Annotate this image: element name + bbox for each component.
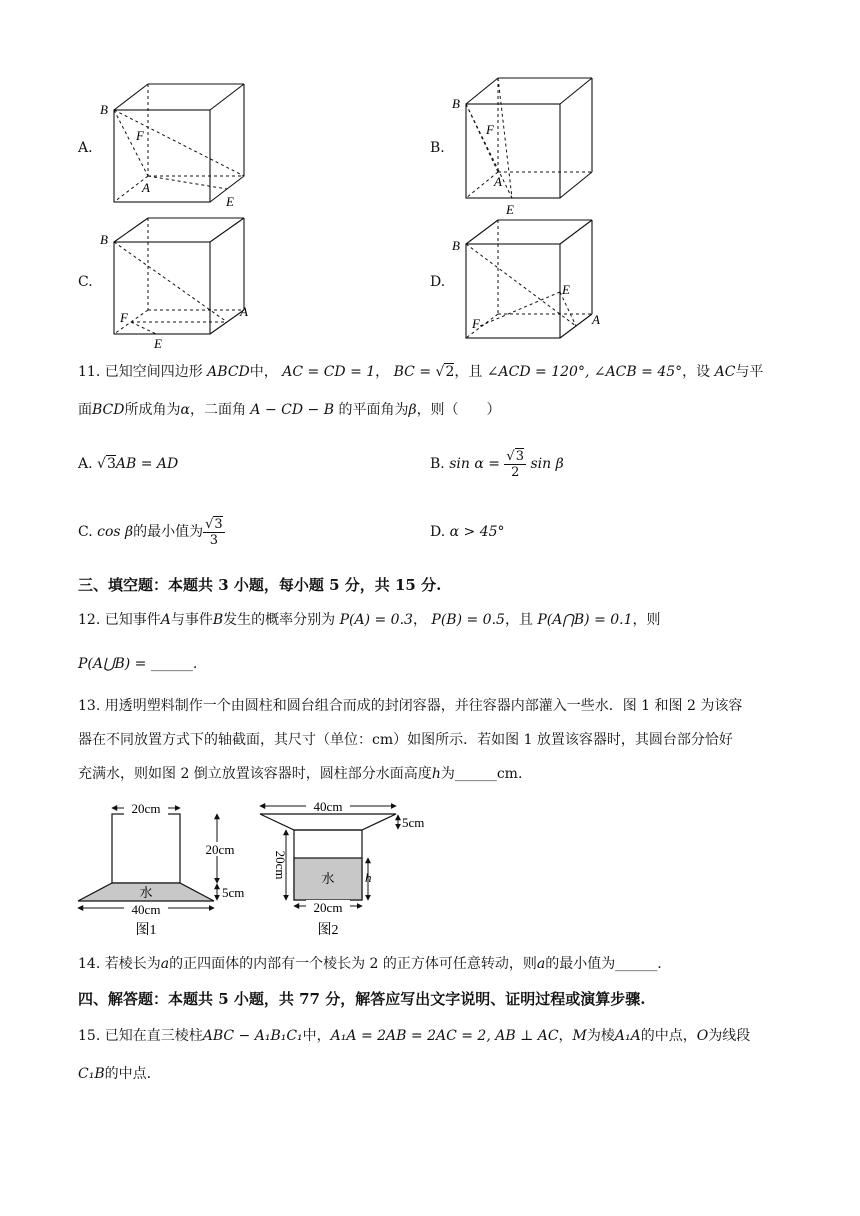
option-expr: α > 45° xyxy=(449,524,505,540)
q13-text: 为______cm. xyxy=(440,766,523,782)
q11-text: ，则（ ） xyxy=(416,402,501,418)
sqrt-three: 3 xyxy=(106,456,116,472)
q11-alpha: α xyxy=(180,402,190,418)
q15-text: ， xyxy=(558,1028,573,1044)
fraction-denominator: 2 xyxy=(511,464,520,480)
q12-text: ，则 xyxy=(632,612,661,628)
q11-option-b xyxy=(430,442,564,486)
q15-text: 15. 已知在直三棱柱 xyxy=(78,1028,203,1044)
q15-text: 的中点， xyxy=(640,1028,697,1044)
q11-text: ，二面角 xyxy=(189,402,246,418)
q12-text: 发生的概率分别为 xyxy=(223,612,336,628)
vertex-f: F xyxy=(472,316,480,331)
option-label: C. xyxy=(78,524,93,540)
f1-height: 20cm xyxy=(205,842,235,857)
f2-frustum-height: 5cm xyxy=(402,815,425,830)
f1-frustum-height: 5cm xyxy=(222,885,245,900)
q11-text: 面 xyxy=(78,402,92,418)
f2-top-width: 40cm xyxy=(313,799,343,814)
f1-water-label: 水 xyxy=(139,885,153,900)
option-expr: cos β xyxy=(97,524,134,540)
f2-water-label: 水 xyxy=(321,871,335,886)
q11-line1: 11. 已知空间四边形 ABCD中， AC = CD = 1， BC = √2，且 ∠ACD = 120°, ∠ACB = 45°，设 AC与平 xyxy=(78,364,764,380)
q13-h: h xyxy=(431,766,441,782)
vertex-f: F xyxy=(120,310,128,325)
vertex-e: E xyxy=(506,202,514,217)
q11-quad: ABCD xyxy=(207,364,250,380)
q15-condition: A₁A = 2AB = 2AC = 2, AB ⊥ AC xyxy=(330,1028,559,1044)
q12-answer-blank: P(A⋃B) = ______. xyxy=(78,656,198,672)
q12-pab: P(A⋂B) = 0.1 xyxy=(537,612,633,628)
q12-pa: P(A) = 0.3 xyxy=(339,612,413,628)
q11-text: 所成角为 xyxy=(124,402,181,418)
q15-o: O xyxy=(696,1028,709,1044)
q11-angles: ∠ACD = 120°, ∠ACB = 45° xyxy=(486,364,683,380)
q12-event-b: B xyxy=(212,612,224,628)
option-label: D. xyxy=(430,524,446,540)
q11-sqrt-two: 2 xyxy=(445,364,455,380)
q11-text: ， xyxy=(375,364,390,380)
q15-edge: A₁A xyxy=(614,1028,641,1044)
q15-line2 xyxy=(78,1064,151,1084)
q10-option-a-label: A. xyxy=(78,140,93,156)
q12-event-a: A xyxy=(160,612,171,628)
q10-cube-figure-d xyxy=(450,216,620,346)
q10-cube-figure-c xyxy=(96,212,266,352)
q11-bc: BC = xyxy=(393,364,436,380)
q15-prism: ABC − A₁B₁C₁ xyxy=(202,1028,303,1044)
q15-m: M xyxy=(572,1028,587,1044)
f1-top-width: 20cm xyxy=(131,801,161,816)
q14-text: 14. 若棱长为 xyxy=(78,956,161,972)
q14-line xyxy=(78,954,662,974)
f2-h-label: h xyxy=(365,870,372,885)
q13-figure-2 xyxy=(258,796,448,940)
q10-option-c-label: C. xyxy=(78,274,93,290)
option-label: A. xyxy=(78,456,93,472)
q11-text: ，且 xyxy=(454,364,483,380)
fraction-denominator: 3 xyxy=(209,532,219,548)
q14-text: 的正四面体的内部有一个棱长为 2 的正方体可任意转动，则 xyxy=(169,956,537,972)
q14-a: a xyxy=(536,956,546,972)
f1-bottom-width: 40cm xyxy=(131,902,161,917)
vertex-b: B xyxy=(452,96,460,111)
q13-line1: 13. 用透明塑料制作一个由圆柱和圆台组合而成的封闭容器，并往容器内部灌入一些水．图 1 和图 2 为该容 xyxy=(78,698,743,714)
vertex-a: A xyxy=(592,312,600,327)
q11-plane: BCD xyxy=(92,402,125,418)
vertex-a: A xyxy=(494,174,502,189)
q10-cube-figure-b xyxy=(450,72,610,218)
vertex-b: B xyxy=(100,102,108,117)
vertex-f: F xyxy=(136,128,144,143)
q13-text: 充满水，则如图 2 倒立放置该容器时，圆柱部分水面高度 xyxy=(78,766,432,782)
vertex-a: A xyxy=(142,180,150,195)
q12-text: 与事件 xyxy=(170,612,213,628)
vertex-a: A xyxy=(240,304,248,319)
option-expr: sin α = xyxy=(449,456,500,472)
q14-a: a xyxy=(160,956,170,972)
section-heading-solutions: 四、解答题：本题共 5 小题，共 77 分，解答应写出文字说明、证明过程或演算步骤. xyxy=(78,990,646,1008)
q15-text: 中， xyxy=(302,1028,331,1044)
q12-text: ，且 xyxy=(504,612,533,628)
q11-ac-cd: AC = CD = 1 xyxy=(282,364,376,380)
q11-text: 中， xyxy=(249,364,278,380)
q12-pb: P(B) = 0.5 xyxy=(431,612,505,628)
q11-option-a: A. √3AB = AD xyxy=(78,456,179,472)
q12-line2 xyxy=(78,654,197,674)
q13-line3 xyxy=(78,764,522,784)
f2-caption: 图2 xyxy=(317,923,339,938)
q11-text: 的平面角为 xyxy=(338,402,409,418)
fraction-numerator: 3 xyxy=(214,516,223,532)
fraction-numerator: 3 xyxy=(515,448,524,464)
q12-text: ， xyxy=(412,612,427,628)
q11-text: ，设 xyxy=(682,364,711,380)
q15-text: 为棱 xyxy=(586,1028,615,1044)
f2-height: 20cm xyxy=(273,850,288,880)
q11-option-d xyxy=(430,522,505,542)
q15-line1 xyxy=(78,1026,750,1046)
q10-option-d-label: D. xyxy=(430,274,446,290)
vertex-f: F xyxy=(486,122,494,137)
q11-dihedral: A − CD − B xyxy=(250,402,335,418)
q15-segment: C₁B xyxy=(78,1066,105,1082)
q11-ac: AC xyxy=(714,364,736,380)
q11-beta: β xyxy=(408,402,417,418)
q15-text: 为线段 xyxy=(708,1028,751,1044)
q11-text: 与平 xyxy=(735,364,764,380)
fraction: $\frac{√3}{3}$ xyxy=(205,516,223,548)
q12-line1 xyxy=(78,610,661,630)
q11-number: 11. 已知空间四边形 xyxy=(78,364,203,380)
q10-cube-figure-a xyxy=(96,78,256,210)
f1-caption: 图1 xyxy=(135,923,157,938)
section-heading-fill-in: 三、填空题：本题共 3 小题，每小题 5 分，共 15 分. xyxy=(78,576,442,594)
option-text: 的最小值为 xyxy=(133,524,204,540)
q12-text: 12. 已知事件 xyxy=(78,612,161,628)
option-expr: sin β xyxy=(530,456,564,472)
q11-option-c xyxy=(78,510,225,554)
vertex-e: E xyxy=(154,336,162,351)
q15-text: 的中点. xyxy=(104,1066,152,1082)
vertex-b: B xyxy=(100,232,108,247)
option-expr: AB = AD xyxy=(115,456,179,472)
q13-figure-1 xyxy=(76,798,262,940)
q11-line2 xyxy=(78,400,501,420)
fraction: $\frac{√3}{2}$ xyxy=(506,448,524,480)
vertex-e: E xyxy=(226,194,234,209)
q10-option-b-label: B. xyxy=(430,140,445,156)
option-label: B. xyxy=(430,456,445,472)
vertex-e: E xyxy=(562,282,570,297)
q14-text: 的最小值为______. xyxy=(545,956,662,972)
q13-line2: 器在不同放置方式下的轴截面，其尺寸（单位：cm）如图所示．若如图 1 放置该容器时，其圆台部分恰好 xyxy=(78,732,733,748)
f2-bottom-width: 20cm xyxy=(313,900,343,915)
vertex-b: B xyxy=(452,238,460,253)
